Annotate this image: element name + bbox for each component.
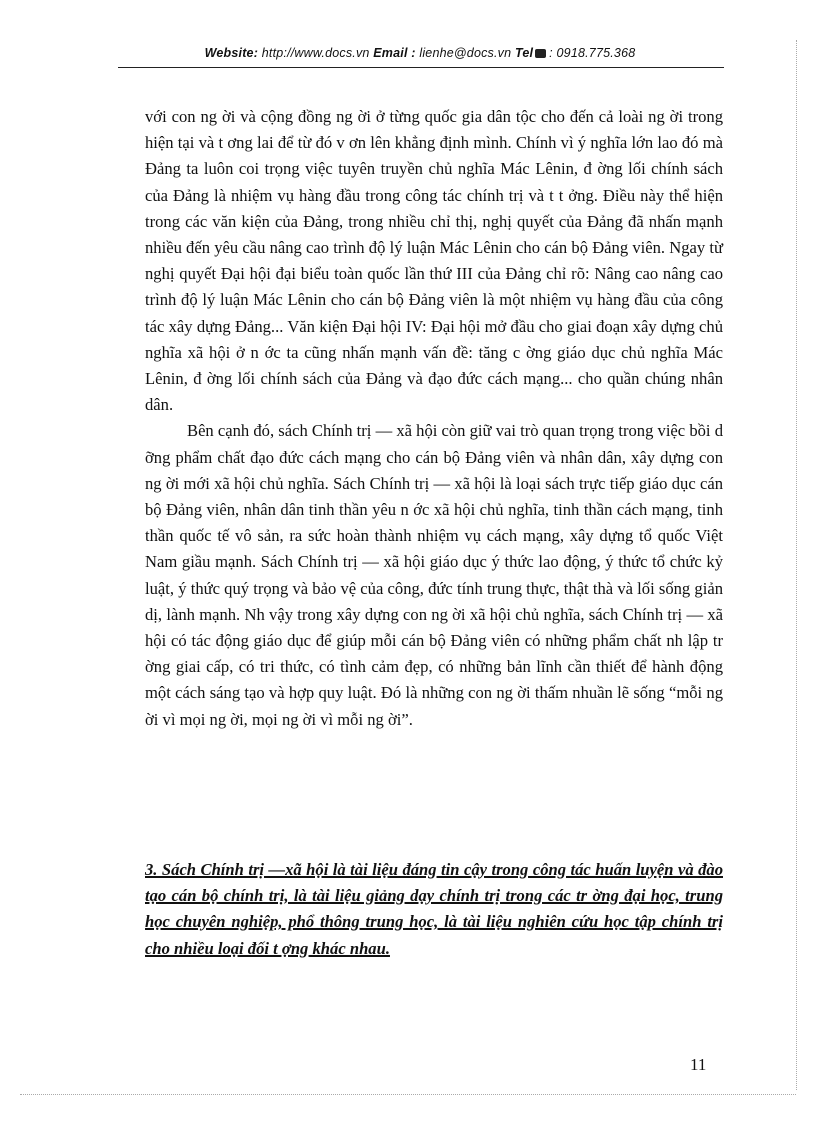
body-text [145,104,723,733]
paragraph: Bên cạnh đó, sách Chính trị — xã hội còn giữ vai trò quan trọng trong việc bồi d ỡng phẩm chất đạo đức cách mạng cho cán bộ Đảng viên và nhân dân, xây dựng con ng ời mới xã hội chủ nghĩa. Sách Chính trị — xã hội là loại sách trực tiếp giáo dục cán bộ Đảng viên, nhân dân tinh thần yêu n ớc xã hội chủ nghĩa, tinh thần cách mạng, tinh thần quốc tế vô sản, ra sức hoàn thành nhiệm vụ cách mạng, xây dựng tổ quốc Việt Nam giầu mạnh. Sách Chính trị — xã hội giáo dục ý thức lao động, ý thức tổ chức kỷ luật, ý thức quý trọng và bảo vệ của công, đức tính trung thực, thật thà và lối sống giản dị, lành mạnh. Nh vậy trong xây dựng con ng ời xã hội chủ nghĩa, sách Chính trị — xã hội có tác động giáo dục để giúp mỗi cán bộ Đảng viên có những phẩm chất nh lập tr ờng giai cấp, có tri thức, có tình cảm đẹp, có những bản lĩnh cần thiết để hành động một cách sáng tạo và hợp quy luật. Đó là những con ng ời thấm nhuần lẽ sống “mỗi ng ời vì mọi ng ời, mọi ng ời vì mỗi ng ời”. [145,421,723,729]
website-label: Website: [204,46,259,60]
page-number: 11 [690,1055,707,1074]
tel-label: Tel [514,46,534,60]
phone-icon [535,49,546,58]
email-address[interactable]: lienhe@docs.vn [419,46,512,60]
page-border-right [796,40,797,1090]
email-label: Email : [373,46,416,60]
page-border-bottom [20,1094,796,1095]
page-header [120,46,720,60]
header-divider [118,67,724,68]
paragraph: với con ng ời và cộng đồng ng ời ở từng quốc gia dân tộc cho đến cả loài ng ời trong hiện tại và t ơng lai để từ đó v ơn lên khẳng định mình. Chính vì ý nghĩa lớn lao đó mà Đảng ta luôn coi trọng việc tuyên truyền chủ nghĩa Mác Lênin, đ ờng lối chính sách của Đảng là nhiệm vụ hàng đầu trong công tác chính trị và t t ởng. Điều này thể hiện trong các văn kiện của Đảng, trong nhiều chỉ thị, nghị quyết của Đảng đã nhấn mạnh nhiều đến yêu cầu nâng cao trình độ lý luận Mác Lênin cho cán bộ Đảng viên. Ngay từ nghị quyết Đại hội đại biểu toàn quốc lần thứ III của Đảng chỉ rõ: Nâng cao nâng cao trình độ lý luận Mác Lênin cho cán bộ Đảng viên là một nhiệm vụ hàng đầu của công tác xây dựng Đảng... Văn kiện Đại hội IV: Đại hội mở đầu cho giai đoạn xây dựng chủ nghĩa xã hội ở n ớc ta cũng nhấn mạnh vấn đề: tăng c ờng giáo dục chủ nghĩa Mác Lênin, đ ờng lối chính sách của Đảng và đạo đức cách mạng... cho quần chúng nhân dân. [145,107,723,415]
website-url[interactable]: http://www.docs.vn [261,46,370,60]
section-heading: 3. Sách Chính trị —xã hội là tài liệu đáng tin cậy trong công tác huấn luyện và đào tạo cán bộ chính trị, là tài liệu giảng dạy chính trị trong các tr ờng đại học, trung học chuyên nghiệp, phổ thông trung học, là tài liệu nghiên cứu học tập chính trị cho nhiều loại đối t ợng khác nhau. [145,860,723,958]
tel-number: : 0918.775.368 [549,46,636,60]
